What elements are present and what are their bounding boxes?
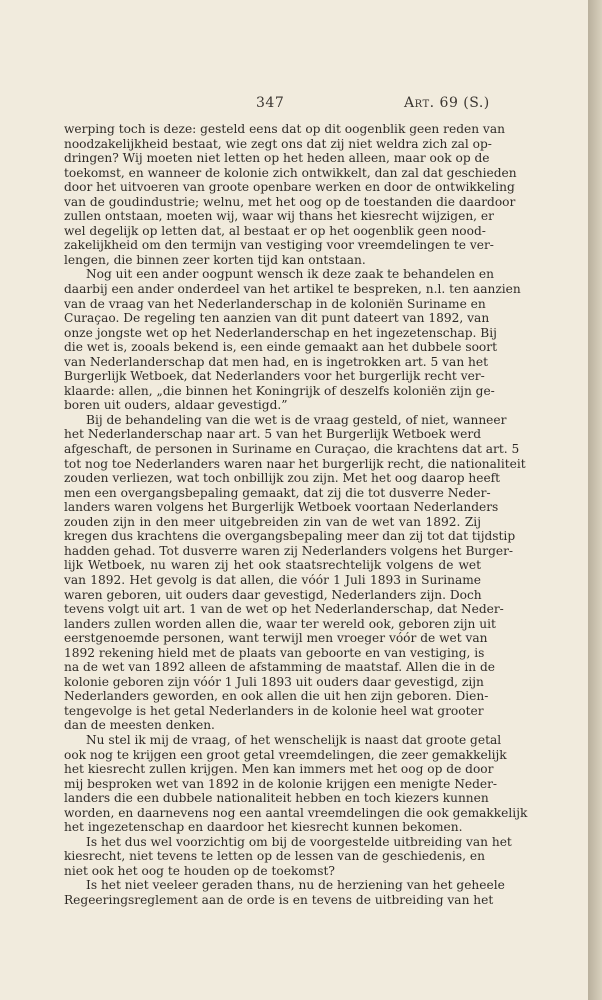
text-line: van 1892. Het gevolg is dat allen, die vóór 1 Juli 1893 in Suriname — [64, 572, 481, 587]
text-line: niet ook het oog te houden op de toekomst? — [64, 863, 335, 878]
text-line: ook nog te krijgen een groot getal vreemdelingen, die zeer gemakkelijk — [64, 747, 507, 762]
text-line: werping toch is deze: gesteld eens dat op dit oogenblik geen reden van — [64, 122, 505, 136]
text-line: landers die een dubbele nationaliteit hebben en toch kiezers kunnen — [64, 791, 489, 806]
text-line: hadden gehad. Tot dusverre waren zij Nederlanders volgens het Burger- — [64, 543, 514, 558]
text-line: onze jongste wet op het Nederlanderschap en het ingezetenschap. Bij — [64, 325, 497, 340]
text-line: worden, en daarnevens nog een aantal vreemdelingen die ook gemakkelijk — [64, 805, 528, 820]
text-line: Burgerlijk Wetboek, dat Nederlanders voor het burgerlijk recht ver- — [64, 369, 485, 384]
text-line: Bij de behandeling van die wet is de vraag gesteld, of niet, wanneer — [86, 412, 507, 427]
text-line: van de goudindustrie; welnu, met het oog op de toestanden die daardoor — [64, 194, 516, 209]
running-head: Art. 69 (S.) — [404, 95, 490, 111]
page-edge — [588, 0, 602, 1000]
text-line: lengen, die binnen zeer korten tijd kan ontstaan. — [64, 252, 366, 267]
text-line: daarbij een ander onderdeel van het artikel te bespreken, n.l. ten aanzien — [64, 282, 521, 297]
text-line: door het uitvoeren van groote openbare werken en door de ontwikkeling — [64, 180, 515, 195]
text-line: toekomst, en wanneer de kolonie zich ontwikkelt, dan zal dat geschieden — [64, 165, 517, 180]
text-line: die wet is, zooals bekend is, een einde gemaakt aan het dubbele soort — [64, 340, 497, 355]
text-line: het ingezetenschap en daardoor het kiesrecht kunnen bekomen. — [64, 820, 463, 835]
text-line: landers waren volgens het Burgerlijk Wetboek voortaan Nederlanders — [64, 500, 499, 515]
text-line: tengevolge is het getal Nederlanders in de kolonie heel wat grooter — [64, 703, 484, 718]
text-line: wel degelijk op letten dat, al bestaat er op het oogenblik geen nood- — [64, 223, 486, 238]
text-line: klaarde: allen, „die binnen het Koningrijk of deszelfs koloniën zijn ge- — [64, 383, 495, 398]
text-line: boren uit ouders, aldaar gevestigd.” — [64, 398, 288, 413]
text-line: mij besproken wet van 1892 in de kolonie krijgen een menigte Neder- — [64, 776, 498, 791]
text-line: Nu stel ik mij de vraag, of het wenschelijk is naast dat groote getal — [86, 732, 502, 747]
text-line: Regeeringsreglement aan de orde is en tevens de uitbreiding van het — [64, 892, 494, 907]
text-line: Is het niet veeleer geraden thans, nu de herziening van het geheele — [86, 878, 505, 893]
text-line: 1892 rekening hield met de plaats van geboorte en van vestiging, is — [64, 645, 485, 660]
text-line: kregen dus krachtens die overgangsbepaling meer dan zij tot dat tijdstip — [64, 529, 516, 544]
text-line: het kiesrecht zullen krijgen. Men kan immers met het oog op de door — [64, 762, 494, 777]
text-line: tot nog toe Nederlanders waren naar het burgerlijk recht, die nationaliteit — [64, 456, 526, 471]
text-line: van Nederlanderschap dat men had, en is ingetrokken art. 5 van het — [64, 354, 489, 369]
text-line: Nog uit een ander oogpunt wensch ik deze zaak te behandelen en — [86, 267, 494, 282]
text-line: afgeschaft, de personen in Suriname en Curaçao, die krachtens dat art. 5 — [64, 442, 520, 457]
text-line: lijk Wetboek, nu waren zij het ook staatsrechtelijk volgens de wet — [64, 558, 481, 573]
text-line: zakelijkheid om den termijn van vestiging voor vreemdelingen te ver- — [64, 238, 494, 253]
text-line: dan de meesten denken. — [64, 718, 215, 733]
text-line: zouden verliezen, wat toch onbillijk zou zijn. Met het oog daarop heeft — [64, 471, 501, 486]
text-line: kolonie geboren zijn vóór 1 Juli 1893 uit ouders daar gevestigd, zijn — [64, 674, 484, 689]
text-line: zouden zijn in den meer uitgebreiden zin van de wet van 1892. Zij — [64, 514, 481, 529]
text-line: Curaçao. De regeling ten aanzien van dit punt dateert van 1892, van — [64, 311, 490, 326]
text-line: kiesrecht, niet tevens te letten op de lessen van de geschiedenis, en — [64, 849, 485, 864]
text-line: Is het dus wel voorzichtig om bij de voorgestelde uitbreiding van het — [86, 834, 512, 849]
text-line: noodzakelijkheid bestaat, wie zegt ons dat zij niet weldra zich zal op- — [64, 136, 492, 151]
text-line: dringen? Wij moeten niet letten op het heden alleen, maar ook op de — [64, 151, 490, 166]
text-line: Nederlanders geworden, en ook allen die uit hen zijn geboren. Dien- — [64, 689, 489, 704]
text-line: eerstgenoemde personen, want terwijl men vroeger vóór de wet van — [64, 631, 488, 646]
text-line: waren geboren, uit ouders daar gevestigd, Nederlanders zijn. Doch — [64, 587, 482, 602]
text-line: zullen ontstaan, moeten wij, waar wij thans het kiesrecht wijzigen, er — [64, 209, 494, 224]
page-number: 347 — [256, 95, 285, 111]
text-line: na de wet van 1892 alleen de afstamming de maatstaf. Allen die in de — [64, 660, 495, 675]
text-line: men een overgangsbepaling gemaakt, dat zij die tot dusverre Neder- — [64, 485, 491, 500]
text-line: van de vraag van het Nederlanderschap in de koloniën Suriname en — [64, 296, 486, 311]
body-text — [64, 122, 528, 908]
text-line: tevens volgt uit art. 1 van de wet op het Nederlanderschap, dat Neder- — [64, 602, 504, 617]
text-line: het Nederlanderschap naar art. 5 van het Burgerlijk Wetboek werd — [64, 427, 481, 442]
text-line: landers zullen worden allen die, waar ter wereld ook, geboren zijn uit — [64, 616, 496, 631]
